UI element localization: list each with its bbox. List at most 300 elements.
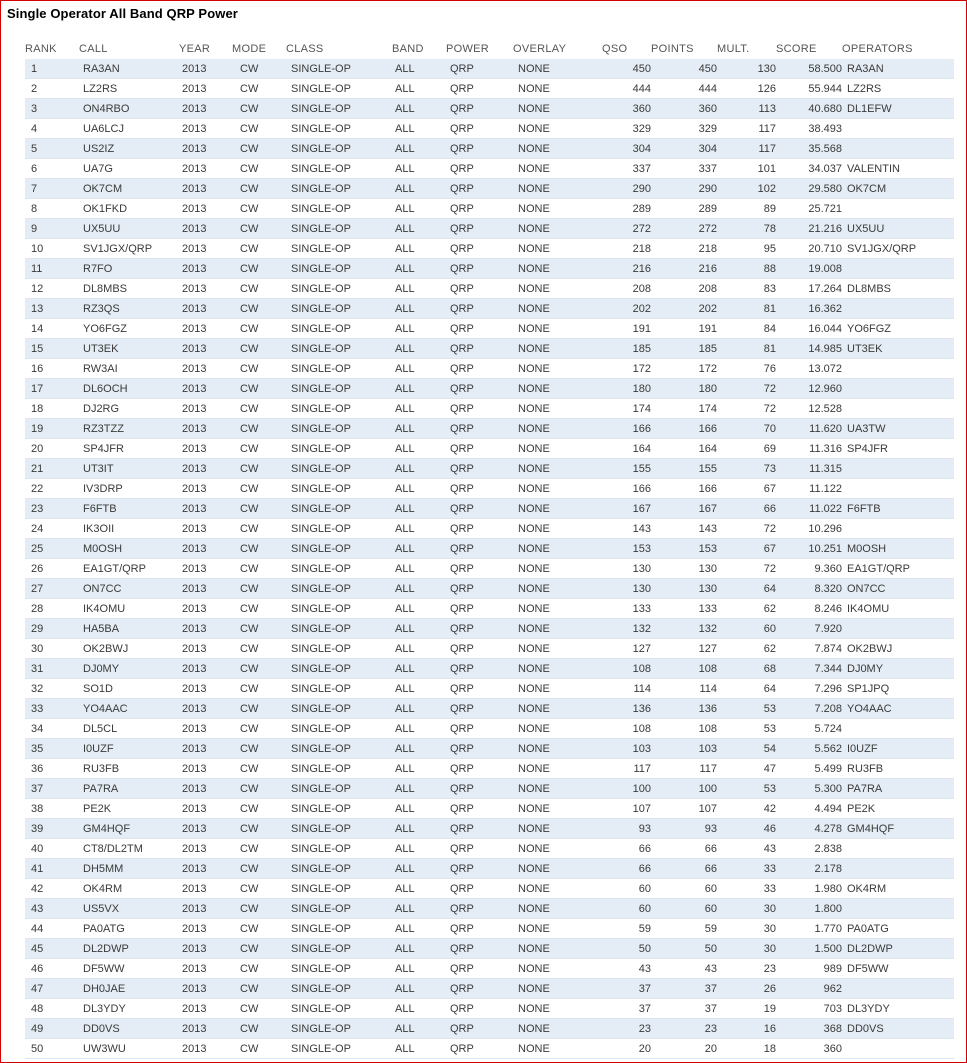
- cell-overlay: NONE: [513, 859, 602, 879]
- cell-band: ALL: [392, 99, 446, 119]
- table-row: [25, 759, 954, 779]
- cell-call: IK3OII: [79, 519, 179, 539]
- cell-score: 25.721: [776, 199, 842, 219]
- cell-operators: [842, 979, 954, 999]
- cell-mult: 78: [717, 219, 776, 239]
- cell-overlay: NONE: [513, 739, 602, 759]
- cell-points: 172: [651, 359, 717, 379]
- cell-class: SINGLE-OP: [286, 359, 392, 379]
- cell-qso: 208: [602, 279, 651, 299]
- cell-qso: 304: [602, 139, 651, 159]
- cell-call: RZ3TZZ: [79, 419, 179, 439]
- cell-operators: [842, 199, 954, 219]
- cell-mode: CW: [232, 879, 286, 899]
- cell-year: 2013: [179, 259, 232, 279]
- cell-call: I0UZF: [79, 739, 179, 759]
- cell-power: QRP: [446, 859, 513, 879]
- cell-mult: 47: [717, 759, 776, 779]
- cell-rank: 11: [25, 259, 79, 279]
- cell-mult: 53: [717, 719, 776, 739]
- cell-qso: 202: [602, 299, 651, 319]
- cell-mult: 84: [717, 319, 776, 339]
- cell-call: F6FTB: [79, 499, 179, 519]
- cell-band: ALL: [392, 159, 446, 179]
- cell-rank: 46: [25, 959, 79, 979]
- cell-mode: CW: [232, 799, 286, 819]
- cell-qso: 20: [602, 1039, 651, 1059]
- cell-class: SINGLE-OP: [286, 399, 392, 419]
- cell-call: UA7G: [79, 159, 179, 179]
- cell-power: QRP: [446, 839, 513, 859]
- cell-score: 9.360: [776, 559, 842, 579]
- cell-mode: CW: [232, 939, 286, 959]
- cell-year: 2013: [179, 299, 232, 319]
- cell-power: QRP: [446, 459, 513, 479]
- cell-overlay: NONE: [513, 959, 602, 979]
- cell-year: 2013: [179, 459, 232, 479]
- cell-call: IV3DRP: [79, 479, 179, 499]
- table-row: [25, 659, 954, 679]
- cell-mult: 64: [717, 679, 776, 699]
- cell-score: 38.493: [776, 119, 842, 139]
- cell-qso: 216: [602, 259, 651, 279]
- cell-power: QRP: [446, 979, 513, 999]
- cell-points: 216: [651, 259, 717, 279]
- cell-mult: 33: [717, 859, 776, 879]
- cell-rank: 8: [25, 199, 79, 219]
- cell-power: QRP: [446, 99, 513, 119]
- cell-mode: CW: [232, 319, 286, 339]
- cell-year: 2013: [179, 639, 232, 659]
- table-row: [25, 339, 954, 359]
- cell-band: ALL: [392, 999, 446, 1019]
- cell-band: ALL: [392, 839, 446, 859]
- cell-points: 360: [651, 99, 717, 119]
- cell-score: 4.278: [776, 819, 842, 839]
- cell-points: 130: [651, 559, 717, 579]
- cell-mode: CW: [232, 139, 286, 159]
- cell-mode: CW: [232, 239, 286, 259]
- cell-year: 2013: [179, 939, 232, 959]
- cell-overlay: NONE: [513, 759, 602, 779]
- cell-mult: 53: [717, 699, 776, 719]
- cell-operators: PA0ATG: [842, 919, 954, 939]
- table-row: [25, 479, 954, 499]
- cell-power: QRP: [446, 879, 513, 899]
- cell-class: SINGLE-OP: [286, 639, 392, 659]
- cell-operators: [842, 519, 954, 539]
- cell-overlay: NONE: [513, 479, 602, 499]
- col-header-call: CALL: [79, 43, 108, 55]
- cell-class: SINGLE-OP: [286, 599, 392, 619]
- cell-points: 59: [651, 919, 717, 939]
- cell-operators: SV1JGX/QRP: [842, 239, 954, 259]
- cell-class: SINGLE-OP: [286, 739, 392, 759]
- cell-year: 2013: [179, 79, 232, 99]
- cell-qso: 114: [602, 679, 651, 699]
- cell-operators: DD0VS: [842, 1019, 954, 1039]
- cell-year: 2013: [179, 599, 232, 619]
- cell-call: IK4OMU: [79, 599, 179, 619]
- cell-overlay: NONE: [513, 359, 602, 379]
- cell-call: RW3AI: [79, 359, 179, 379]
- cell-overlay: NONE: [513, 239, 602, 259]
- cell-points: 93: [651, 819, 717, 839]
- cell-rank: 19: [25, 419, 79, 439]
- cell-score: 2.838: [776, 839, 842, 859]
- cell-mult: 81: [717, 339, 776, 359]
- cell-points: 114: [651, 679, 717, 699]
- cell-overlay: NONE: [513, 599, 602, 619]
- cell-mult: 60: [717, 619, 776, 639]
- cell-qso: 155: [602, 459, 651, 479]
- cell-points: 218: [651, 239, 717, 259]
- cell-overlay: NONE: [513, 999, 602, 1019]
- cell-operators: [842, 1039, 954, 1059]
- cell-power: QRP: [446, 519, 513, 539]
- cell-class: SINGLE-OP: [286, 159, 392, 179]
- cell-score: 8.246: [776, 599, 842, 619]
- cell-year: 2013: [179, 699, 232, 719]
- cell-mult: 46: [717, 819, 776, 839]
- cell-band: ALL: [392, 199, 446, 219]
- cell-points: 290: [651, 179, 717, 199]
- cell-mode: CW: [232, 159, 286, 179]
- cell-mode: CW: [232, 819, 286, 839]
- cell-band: ALL: [392, 339, 446, 359]
- cell-points: 103: [651, 739, 717, 759]
- table-row: [25, 219, 954, 239]
- cell-overlay: NONE: [513, 179, 602, 199]
- cell-overlay: NONE: [513, 659, 602, 679]
- cell-mode: CW: [232, 419, 286, 439]
- cell-mult: 95: [717, 239, 776, 259]
- cell-mode: CW: [232, 779, 286, 799]
- cell-power: QRP: [446, 579, 513, 599]
- cell-class: SINGLE-OP: [286, 199, 392, 219]
- cell-operators: LZ2RS: [842, 79, 954, 99]
- cell-band: ALL: [392, 439, 446, 459]
- cell-operators: [842, 459, 954, 479]
- cell-rank: 13: [25, 299, 79, 319]
- cell-score: 16.044: [776, 319, 842, 339]
- cell-rank: 27: [25, 579, 79, 599]
- cell-rank: 35: [25, 739, 79, 759]
- cell-class: SINGLE-OP: [286, 119, 392, 139]
- table-row: [25, 639, 954, 659]
- cell-mode: CW: [232, 299, 286, 319]
- cell-call: US5VX: [79, 899, 179, 919]
- cell-overlay: NONE: [513, 879, 602, 899]
- cell-overlay: NONE: [513, 79, 602, 99]
- cell-mult: 69: [717, 439, 776, 459]
- cell-class: SINGLE-OP: [286, 339, 392, 359]
- cell-year: 2013: [179, 859, 232, 879]
- cell-rank: 41: [25, 859, 79, 879]
- cell-mode: CW: [232, 739, 286, 759]
- table-row: [25, 319, 954, 339]
- cell-overlay: NONE: [513, 399, 602, 419]
- table-row: [25, 79, 954, 99]
- cell-mult: 53: [717, 779, 776, 799]
- cell-class: SINGLE-OP: [286, 279, 392, 299]
- cell-year: 2013: [179, 219, 232, 239]
- cell-qso: 37: [602, 979, 651, 999]
- cell-power: QRP: [446, 199, 513, 219]
- cell-power: QRP: [446, 219, 513, 239]
- cell-rank: 31: [25, 659, 79, 679]
- cell-call: OK7CM: [79, 179, 179, 199]
- cell-overlay: NONE: [513, 899, 602, 919]
- cell-mult: 72: [717, 559, 776, 579]
- cell-mode: CW: [232, 479, 286, 499]
- cell-points: 43: [651, 959, 717, 979]
- cell-year: 2013: [179, 119, 232, 139]
- cell-power: QRP: [446, 399, 513, 419]
- cell-score: 21.216: [776, 219, 842, 239]
- cell-call: DF5WW: [79, 959, 179, 979]
- cell-score: 40.680: [776, 99, 842, 119]
- cell-power: QRP: [446, 279, 513, 299]
- cell-qso: 191: [602, 319, 651, 339]
- table-row: [25, 899, 954, 919]
- cell-mode: CW: [232, 839, 286, 859]
- cell-call: PA0ATG: [79, 919, 179, 939]
- table-row: [25, 839, 954, 859]
- table-row: [25, 939, 954, 959]
- cell-overlay: NONE: [513, 139, 602, 159]
- table-row: [25, 539, 954, 559]
- cell-points: 100: [651, 779, 717, 799]
- cell-mode: CW: [232, 259, 286, 279]
- cell-call: LZ2RS: [79, 79, 179, 99]
- cell-rank: 16: [25, 359, 79, 379]
- cell-qso: 136: [602, 699, 651, 719]
- cell-band: ALL: [392, 539, 446, 559]
- cell-operators: UA3TW: [842, 419, 954, 439]
- cell-mult: 72: [717, 399, 776, 419]
- cell-overlay: NONE: [513, 539, 602, 559]
- cell-mode: CW: [232, 999, 286, 1019]
- cell-mode: CW: [232, 619, 286, 639]
- cell-call: UW3WU: [79, 1039, 179, 1059]
- cell-call: DL2DWP: [79, 939, 179, 959]
- cell-qso: 93: [602, 819, 651, 839]
- cell-mult: 33: [717, 879, 776, 899]
- cell-points: 37: [651, 979, 717, 999]
- cell-overlay: NONE: [513, 519, 602, 539]
- cell-rank: 40: [25, 839, 79, 859]
- table-row: [25, 799, 954, 819]
- cell-mult: 54: [717, 739, 776, 759]
- cell-mult: 83: [717, 279, 776, 299]
- cell-class: SINGLE-OP: [286, 959, 392, 979]
- cell-overlay: NONE: [513, 439, 602, 459]
- cell-class: SINGLE-OP: [286, 439, 392, 459]
- cell-call: HA5BA: [79, 619, 179, 639]
- cell-operators: [842, 139, 954, 159]
- cell-rank: 47: [25, 979, 79, 999]
- cell-overlay: NONE: [513, 939, 602, 959]
- cell-power: QRP: [446, 359, 513, 379]
- table-header: [25, 39, 954, 59]
- cell-year: 2013: [179, 439, 232, 459]
- cell-qso: 185: [602, 339, 651, 359]
- cell-band: ALL: [392, 959, 446, 979]
- cell-year: 2013: [179, 179, 232, 199]
- cell-call: RA3AN: [79, 59, 179, 79]
- cell-call: DL5CL: [79, 719, 179, 739]
- col-header-power: POWER: [446, 43, 490, 55]
- col-header-class: CLASS: [286, 43, 324, 55]
- cell-qso: 43: [602, 959, 651, 979]
- cell-power: QRP: [446, 599, 513, 619]
- cell-call: DL6OCH: [79, 379, 179, 399]
- cell-class: SINGLE-OP: [286, 59, 392, 79]
- cell-power: QRP: [446, 419, 513, 439]
- cell-power: QRP: [446, 379, 513, 399]
- cell-class: SINGLE-OP: [286, 919, 392, 939]
- cell-mode: CW: [232, 599, 286, 619]
- table-row: [25, 959, 954, 979]
- cell-qso: 133: [602, 599, 651, 619]
- cell-overlay: NONE: [513, 619, 602, 639]
- cell-year: 2013: [179, 899, 232, 919]
- cell-mult: 30: [717, 899, 776, 919]
- cell-class: SINGLE-OP: [286, 219, 392, 239]
- cell-class: SINGLE-OP: [286, 139, 392, 159]
- cell-qso: 108: [602, 659, 651, 679]
- cell-year: 2013: [179, 719, 232, 739]
- cell-mult: 16: [717, 1019, 776, 1039]
- cell-call: DH5MM: [79, 859, 179, 879]
- cell-year: 2013: [179, 139, 232, 159]
- cell-band: ALL: [392, 119, 446, 139]
- cell-power: QRP: [446, 59, 513, 79]
- cell-call: M0OSH: [79, 539, 179, 559]
- cell-points: 289: [651, 199, 717, 219]
- cell-rank: 33: [25, 699, 79, 719]
- cell-points: 174: [651, 399, 717, 419]
- cell-points: 272: [651, 219, 717, 239]
- cell-qso: 100: [602, 779, 651, 799]
- cell-year: 2013: [179, 199, 232, 219]
- cell-operators: F6FTB: [842, 499, 954, 519]
- table-row: [25, 439, 954, 459]
- cell-class: SINGLE-OP: [286, 379, 392, 399]
- cell-qso: 117: [602, 759, 651, 779]
- cell-mode: CW: [232, 119, 286, 139]
- cell-score: 11.316: [776, 439, 842, 459]
- cell-band: ALL: [392, 779, 446, 799]
- cell-overlay: NONE: [513, 799, 602, 819]
- cell-score: 1.770: [776, 919, 842, 939]
- cell-overlay: NONE: [513, 579, 602, 599]
- cell-qso: 450: [602, 59, 651, 79]
- cell-power: QRP: [446, 239, 513, 259]
- cell-mult: 67: [717, 539, 776, 559]
- cell-power: QRP: [446, 439, 513, 459]
- cell-overlay: NONE: [513, 199, 602, 219]
- cell-band: ALL: [392, 799, 446, 819]
- cell-rank: 22: [25, 479, 79, 499]
- cell-qso: 329: [602, 119, 651, 139]
- cell-call: OK2BWJ: [79, 639, 179, 659]
- table-row: [25, 59, 954, 79]
- cell-rank: 6: [25, 159, 79, 179]
- cell-overlay: NONE: [513, 839, 602, 859]
- cell-overlay: NONE: [513, 499, 602, 519]
- cell-mode: CW: [232, 459, 286, 479]
- cell-qso: 164: [602, 439, 651, 459]
- cell-band: ALL: [392, 359, 446, 379]
- cell-rank: 4: [25, 119, 79, 139]
- cell-overlay: NONE: [513, 219, 602, 239]
- cell-operators: SP4JFR: [842, 439, 954, 459]
- cell-class: SINGLE-OP: [286, 859, 392, 879]
- cell-operators: [842, 299, 954, 319]
- cell-points: 37: [651, 999, 717, 1019]
- cell-score: 4.494: [776, 799, 842, 819]
- cell-overlay: NONE: [513, 159, 602, 179]
- cell-power: QRP: [446, 739, 513, 759]
- cell-power: QRP: [446, 259, 513, 279]
- cell-power: QRP: [446, 179, 513, 199]
- cell-qso: 132: [602, 619, 651, 639]
- cell-operators: RU3FB: [842, 759, 954, 779]
- cell-points: 60: [651, 879, 717, 899]
- cell-call: DD0VS: [79, 1019, 179, 1039]
- cell-call: DL3YDY: [79, 999, 179, 1019]
- cell-power: QRP: [446, 899, 513, 919]
- cell-rank: 36: [25, 759, 79, 779]
- table-row: [25, 99, 954, 119]
- cell-mode: CW: [232, 919, 286, 939]
- cell-points: 153: [651, 539, 717, 559]
- cell-score: 11.315: [776, 459, 842, 479]
- cell-points: 143: [651, 519, 717, 539]
- cell-band: ALL: [392, 479, 446, 499]
- cell-power: QRP: [446, 819, 513, 839]
- cell-operators: [842, 119, 954, 139]
- cell-rank: 30: [25, 639, 79, 659]
- table-row: [25, 179, 954, 199]
- cell-call: YO6FGZ: [79, 319, 179, 339]
- cell-overlay: NONE: [513, 459, 602, 479]
- cell-mode: CW: [232, 379, 286, 399]
- cell-year: 2013: [179, 1019, 232, 1039]
- cell-qso: 108: [602, 719, 651, 739]
- cell-qso: 66: [602, 839, 651, 859]
- cell-call: PE2K: [79, 799, 179, 819]
- cell-rank: 39: [25, 819, 79, 839]
- cell-operators: [842, 259, 954, 279]
- cell-rank: 3: [25, 99, 79, 119]
- cell-overlay: NONE: [513, 59, 602, 79]
- cell-band: ALL: [392, 679, 446, 699]
- cell-year: 2013: [179, 1039, 232, 1059]
- cell-call: UA6LCJ: [79, 119, 179, 139]
- cell-qso: 360: [602, 99, 651, 119]
- cell-score: 8.320: [776, 579, 842, 599]
- cell-power: QRP: [446, 919, 513, 939]
- cell-qso: 37: [602, 999, 651, 1019]
- cell-mult: 73: [717, 459, 776, 479]
- cell-rank: 43: [25, 899, 79, 919]
- cell-score: 1.500: [776, 939, 842, 959]
- cell-points: 444: [651, 79, 717, 99]
- cell-call: YO4AAC: [79, 699, 179, 719]
